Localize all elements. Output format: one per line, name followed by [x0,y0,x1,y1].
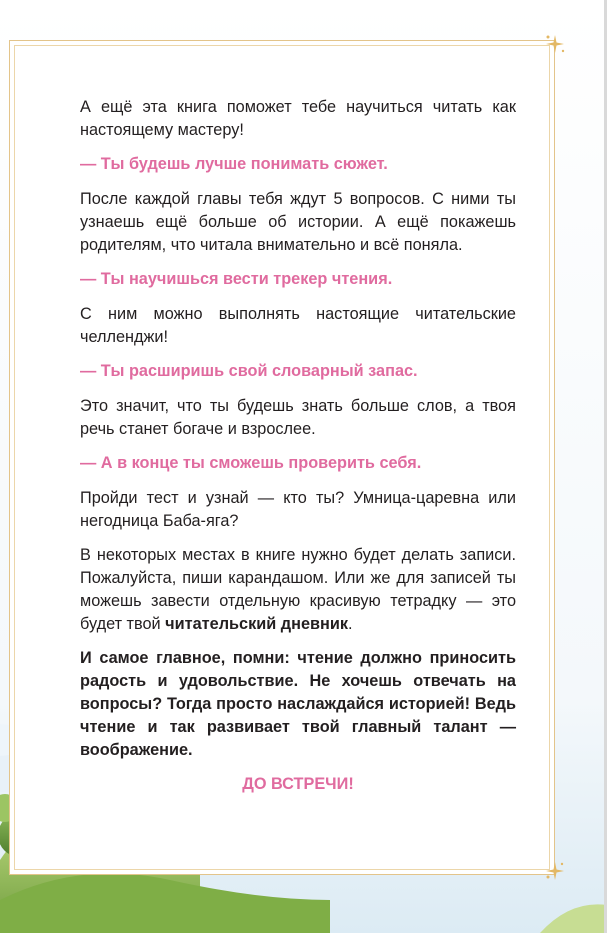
paragraph-challenges: С ним можно выполнять настоящие читательские челленджи! [80,305,516,346]
closing-line: ДО ВСТРЕЧИ! [242,775,354,793]
heading-plot: — Ты будешь лучше понимать сюжет. [80,155,388,173]
paragraph-test: Пройди тест и узнай — кто ты? Умница-царевна или негодница Баба-яга? [80,489,516,530]
heading-vocabulary: — Ты расширишь свой словарный запас. [80,362,418,380]
sparkle-corner-icon [544,33,566,55]
text-body [80,96,516,807]
paragraph-words: Это значит, что ты будешь знать больше слов, а твоя речь станет богаче и взрослее. [80,397,516,438]
paragraph-questions: После каждой главы тебя ждут 5 вопросов. С ними ты узнаешь ещё больше об истории. А ещё покажешь родителям, что читала внимательно и всё поняла. [80,190,516,254]
paragraph-intro: А ещё эта книга поможет тебе научиться читать как настоящему мастеру! [80,98,516,139]
notes-text: В некоторых местах в книге нужно будет делать записи. Пожалуйста, пиши карандашом. Или же для записей ты можешь завести отдельную красивую тетрадку — это будет твой [80,546,516,633]
heading-test: — А в конце ты сможешь проверить себя. [80,454,422,472]
paragraph-notes [80,544,516,636]
paragraph-main-point: И самое главное, помни: чтение должно приносить радость и удовольствие. Не хочешь отвечать на вопросы? Тогда просто наслаждайся историей! Ведь чтение и так развивает твой главный талант — воображение. [80,649,516,759]
reading-diary-term: читательский дневник [165,615,349,633]
sparkle-corner-icon [544,860,566,882]
notes-end: . [348,615,353,633]
heading-tracker: — Ты научишься вести трекер чтения. [80,270,393,288]
